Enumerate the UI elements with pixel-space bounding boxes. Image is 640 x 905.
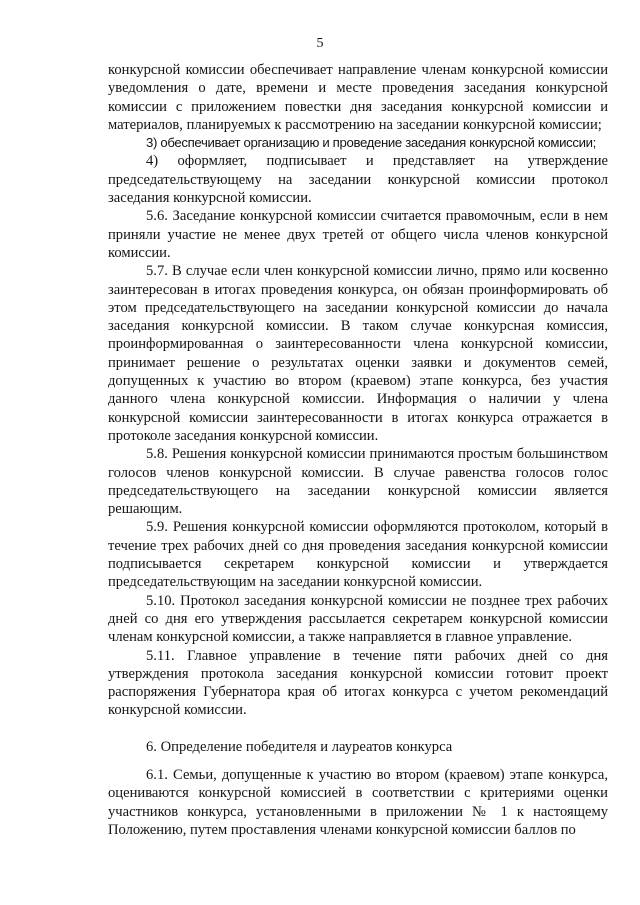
paragraph-6-1: 6.1. Семьи, допущенные к участию во втором (краевом) этапе конкурса, оцениваются конкурсной комиссией в соответствии с критериями оценки участников конкурса, установленными в приложении № 1 к настоящему Положению, путем проставления членами конкурсной комиссии баллов по — [108, 766, 608, 838]
paragraph-item-3: 3) обеспечивает организацию и проведение заседания конкурсной комиссии; — [146, 135, 596, 151]
paragraph-5-6: 5.6. Заседание конкурсной комиссии считается правомочным, если в нем приняли участие не менее двух третей от общего числа членов конкурсной комиссии. — [108, 208, 608, 261]
paragraph-5-7: 5.7. В случае если член конкурсной комиссии лично, прямо или косвенно заинтересован в итогах проведения конкурса, он обязан проинформировать об этом председательствующего на заседании конкурсной комиссии до начала заседания конкурсной комиссии. В таком случае конкурсная комиссия, проинформированная о заинтересованности члена конкурсной комиссии, принимает решение о результатах оценки заявки и документов семей, допущенных к участию во втором (краевом) этапе конкурса, без участия данного члена конкурсной комиссии. Информация о наличии у члена конкурсной комиссии заинтересованности в итогах конкурса отражается в протоколе заседания конкурсной комиссии. — [108, 263, 608, 444]
paragraph-5-11: 5.11. Главное управление в течение пяти рабочих дней со дня утверждения протокола заседания конкурсной комиссии готовит проект распоряжения Губернатора края об итогах конкурса с учетом рекомендаций конкурсной комиссии. — [108, 647, 608, 719]
section-heading: 6. Определение победителя и лауреатов конкурса — [146, 738, 453, 755]
document-body — [108, 61, 608, 839]
paragraph-5-8: 5.8. Решения конкурсной комиссии принимаются простым большинством голосов членов конкурсной комиссии. В случае равенства голосов голос председательствующего на заседании конкурсной комиссии является решающим. — [108, 446, 608, 518]
paragraph-5-5-continuation: конкурсной комиссии обеспечивает направление членам конкурсной комиссии уведомления о дате, времени и месте проведения заседания конкурсной комиссии с приложением повестки дня заседания конкурсной комиссии и материалов, планируемых к рассмотрению на заседании конкурсной комиссии; — [108, 62, 608, 133]
paragraph-5-9: 5.9. Решения конкурсной комиссии оформляются протоколом, который в течение трех рабочих дней со дня проведения заседания конкурсной комиссии подписывается секретарем конкурсной комиссии и утверждается председательствующим на заседании конкурсной комиссии. — [108, 519, 608, 591]
page-number: 5 — [316, 36, 324, 51]
paragraph-5-10: 5.10. Протокол заседания конкурсной комиссии не позднее трех рабочих дней со дня его утверждения рассылается секретарем конкурсной комиссии членам конкурсной комиссии, а также направляется в главное управление. — [108, 592, 608, 646]
paragraph-item-4: 4) оформляет, подписывает и представляет на утверждение председательствующему на заседании конкурсной комиссии протокол заседания конкурсной комиссии. — [108, 153, 608, 207]
